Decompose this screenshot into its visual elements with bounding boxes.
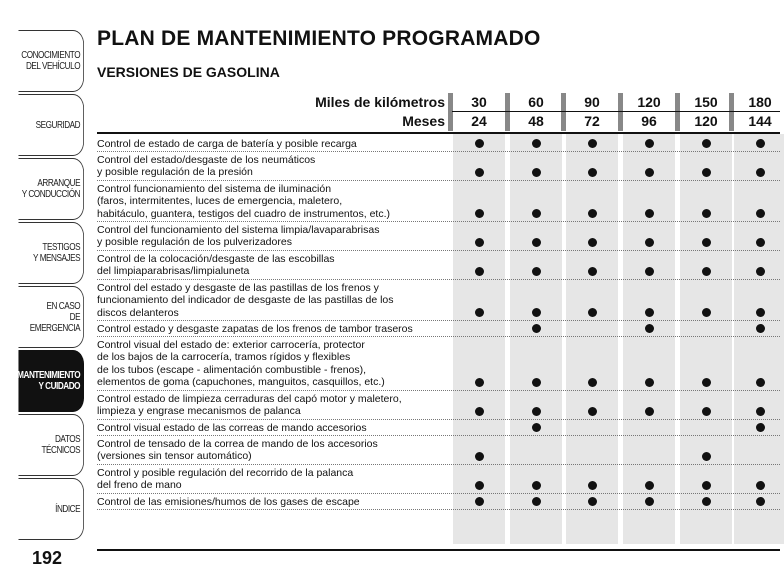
service-mark: [702, 267, 711, 276]
service-mark: [702, 238, 711, 247]
table-row: [97, 321, 780, 337]
service-mark: [645, 481, 654, 490]
service-mark: [756, 139, 765, 148]
service-mark: [588, 378, 597, 387]
column-header-bar: [448, 93, 453, 131]
table-row: [97, 181, 780, 222]
service-mark: [532, 481, 541, 490]
service-mark: [702, 308, 711, 317]
service-mark: [532, 324, 541, 333]
table-row: [97, 251, 780, 280]
service-mark: [475, 308, 484, 317]
service-mark: [532, 139, 541, 148]
km-value: 30: [471, 94, 487, 110]
service-mark: [475, 267, 484, 276]
table-row: [97, 465, 780, 494]
service-mark: [588, 497, 597, 506]
sidebar-tab-2[interactable]: [18, 94, 84, 156]
service-mark: [756, 407, 765, 416]
sidebar-tab-5[interactable]: [18, 286, 84, 348]
sidebar-tab-label: DATOS TÉCNICOS: [41, 433, 81, 456]
row-description: Control del funcionamiento del sistema limpia/lavaparabrisas y posible regulación de los pulverizadores: [97, 224, 380, 249]
service-mark: [645, 324, 654, 333]
month-value: 48: [528, 113, 544, 129]
page-title: PLAN DE MANTENIMIENTO PROGRAMADO: [97, 27, 541, 50]
service-mark: [756, 238, 765, 247]
service-mark: [475, 378, 484, 387]
bottom-rule: [97, 549, 780, 551]
service-mark: [475, 238, 484, 247]
service-mark: [756, 378, 765, 387]
service-mark: [588, 139, 597, 148]
service-mark: [588, 168, 597, 177]
service-mark: [756, 267, 765, 276]
row-description: Control de la colocación/desgaste de las escobillas del limpiaparabrisas/limpialuneta: [97, 253, 335, 278]
sidebar-tab-label: EN CASO DE EMERGENCIA: [29, 299, 81, 334]
page-subtitle: VERSIONES DE GASOLINA: [97, 64, 280, 80]
service-mark: [702, 139, 711, 148]
sidebar: [0, 30, 84, 546]
row-divider: [97, 509, 780, 510]
column-header-bar: [561, 93, 566, 131]
row-description: Control de las emisiones/humos de los gases de escape: [97, 496, 360, 508]
table-row: [97, 436, 780, 465]
row-description: Control del estado y desgaste de las pastillas de los frenos y funcionamiento del indicador de desgaste de las pastillas de los discos delanteros: [97, 282, 394, 319]
service-mark: [756, 308, 765, 317]
table-row: [97, 152, 780, 181]
month-value: 24: [471, 113, 487, 129]
sidebar-tab-label: SEGURIDAD: [35, 118, 81, 131]
service-mark: [756, 168, 765, 177]
sidebar-tab-label: ARRANQUE Y CONDUCCIÓN: [21, 177, 81, 200]
service-mark: [702, 407, 711, 416]
month-value: 120: [694, 113, 718, 129]
table-row: [97, 136, 780, 152]
column-header-bar: [675, 93, 680, 131]
service-mark: [532, 308, 541, 317]
service-mark: [756, 497, 765, 506]
column-header-bar: [618, 93, 623, 131]
table-row: [97, 337, 780, 391]
service-mark: [645, 139, 654, 148]
header-rule: [97, 132, 780, 134]
km-value: 150: [694, 94, 718, 110]
service-mark: [475, 168, 484, 177]
table-row: [97, 420, 780, 436]
service-mark: [645, 407, 654, 416]
service-mark: [532, 267, 541, 276]
header-divider: [452, 111, 780, 112]
month-value: 96: [641, 113, 657, 129]
km-value: 120: [637, 94, 661, 110]
service-mark: [645, 267, 654, 276]
km-value: 90: [584, 94, 600, 110]
row-description: Control del estado/desgaste de los neumáticos y posible regulación de la presión: [97, 154, 316, 179]
months-label: Meses: [402, 113, 445, 129]
table-row: [97, 280, 780, 321]
service-mark: [588, 209, 597, 218]
service-mark: [588, 238, 597, 247]
service-mark: [588, 267, 597, 276]
service-mark: [475, 452, 484, 461]
row-description: Control de tensado de la correa de mando de los accesorios (versiones sin tensor automático): [97, 438, 378, 463]
page-number: 192: [32, 548, 63, 568]
km-value: 180: [748, 94, 772, 110]
service-mark: [702, 481, 711, 490]
service-mark: [756, 423, 765, 432]
sidebar-tab-8[interactable]: [18, 478, 84, 540]
service-mark: [588, 407, 597, 416]
sidebar-tab-label: CONOCIMIENTO DEL VEHÍCULO: [21, 49, 81, 72]
service-mark: [532, 407, 541, 416]
row-description: Control estado de limpieza cerraduras del capó motor y maletero, limpieza y engrase mecanismos de palanca: [97, 393, 402, 418]
service-mark: [588, 481, 597, 490]
service-mark: [645, 308, 654, 317]
sidebar-tab-label: TESTIGOS Y MENSAJES: [33, 241, 81, 264]
service-mark: [645, 168, 654, 177]
service-mark: [756, 209, 765, 218]
sidebar-tab-label: MANTENIMIENTO Y CUIDADO: [17, 369, 81, 392]
service-mark: [645, 238, 654, 247]
service-mark: [532, 168, 541, 177]
service-mark: [702, 497, 711, 506]
service-mark: [475, 139, 484, 148]
service-mark: [756, 324, 765, 333]
km-label: Miles de kilómetros: [315, 94, 445, 110]
service-mark: [475, 481, 484, 490]
service-mark: [756, 481, 765, 490]
service-mark: [475, 407, 484, 416]
row-description: Control visual estado de las correas de mando accesorios: [97, 422, 367, 434]
table-row: [97, 494, 780, 510]
service-mark: [702, 378, 711, 387]
row-description: Control y posible regulación del recorrido de la palanca del freno de mano: [97, 467, 354, 492]
service-mark: [475, 209, 484, 218]
service-mark: [532, 378, 541, 387]
month-value: 72: [584, 113, 600, 129]
service-mark: [645, 378, 654, 387]
service-mark: [702, 452, 711, 461]
column-header-bar: [729, 93, 734, 131]
service-mark: [645, 497, 654, 506]
service-mark: [588, 308, 597, 317]
column-header-bar: [505, 93, 510, 131]
service-mark: [645, 209, 654, 218]
service-mark: [475, 497, 484, 506]
row-description: Control visual del estado de: exterior carrocería, protector de los bajos de la carrocería, tramos rígidos y flexibles de los tubos (escape - alimentación combustible - frenos), elementos de goma (capuchones, manguitos, casquillos, etc.): [97, 339, 385, 389]
month-value: 144: [748, 113, 772, 129]
service-mark: [702, 209, 711, 218]
sidebar-tab-3[interactable]: [18, 158, 84, 220]
km-value: 60: [528, 94, 544, 110]
sidebar-tab-label: ÍNDICE: [55, 502, 81, 515]
service-mark: [532, 209, 541, 218]
service-mark: [532, 497, 541, 506]
sidebar-tab-6[interactable]: [18, 350, 84, 412]
service-mark: [532, 238, 541, 247]
service-mark: [702, 168, 711, 177]
row-description: Control funcionamiento del sistema de iluminación (faros, intermitentes, luces de emergencia, maletero, habitáculo, guantera, testigos del cuadro de instrumentos, etc.): [97, 183, 391, 220]
row-description: Control estado y desgaste zapatas de los frenos de tambor traseros: [97, 323, 413, 335]
sidebar-tab-4[interactable]: [18, 222, 84, 284]
row-description: Control de estado de carga de batería y posible recarga: [97, 138, 357, 150]
service-mark: [532, 423, 541, 432]
sidebar-tab-1[interactable]: [18, 30, 84, 92]
table-row: [97, 222, 780, 251]
table-row: [97, 391, 780, 420]
sidebar-tab-7[interactable]: [18, 414, 84, 476]
